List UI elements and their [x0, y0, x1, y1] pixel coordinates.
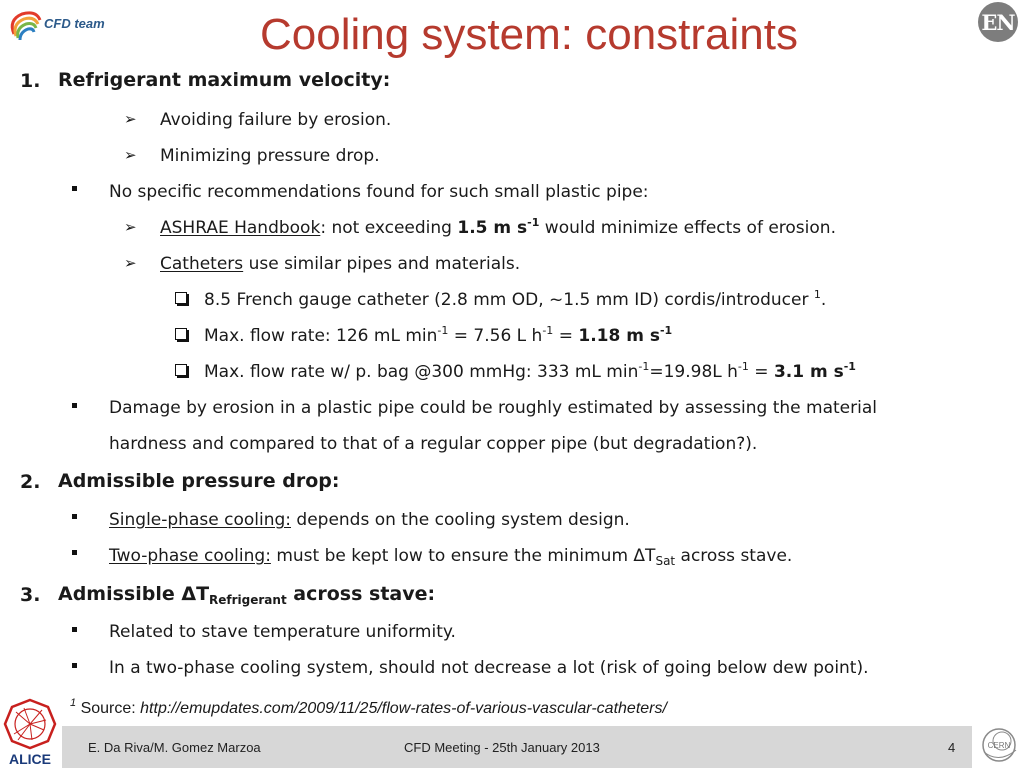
section-heading: Admissible $\Delta T_{Refrigerant}$ across stave:: [58, 583, 436, 607]
section-heading: Admissible pressure drop:: [58, 470, 340, 492]
page-number: 4: [948, 740, 956, 755]
en-logo: EN: [978, 2, 1018, 42]
footnote: $^1$ Source: http://emupdates.com/2009/11/25/flow-rates-of-various-vascular-catheters/: [70, 697, 667, 717]
checkbox-bullet-icon: [175, 364, 187, 376]
list-item: Max. flow rate: 126 mL $\min^{-1} = 7.56$ L $h^{-1} = 1.18$ m $s^{-1}$: [204, 324, 673, 346]
section-heading: Refrigerant maximum velocity:: [58, 69, 391, 91]
list-item: ASHRAE Handbook: not exceeding 1.5 m $s^{-1}$ would minimize effects of erosion.: [160, 216, 836, 238]
cern-logo-text: CERN: [987, 741, 1011, 750]
list-item: Two-phase cooling: must be kept low to ensure the minimum $\Delta T_{Sat}$ across stave.: [109, 546, 793, 568]
slide-title: Cooling system: constraints: [260, 10, 798, 59]
list-item: In a two-phase cooling system, should not decrease a lot (risk of going below dew point).: [109, 658, 869, 678]
cern-rings-icon: [978, 724, 1020, 766]
square-bullet-icon: [72, 186, 77, 191]
list-item: Related to stave temperature uniformity.: [109, 622, 456, 642]
list-item: Catheters use similar pipes and materials.: [160, 254, 521, 274]
square-bullet-icon: [72, 514, 77, 519]
two-phase-link[interactable]: Two-phase cooling:: [109, 546, 271, 566]
single-phase-link[interactable]: Single-phase cooling:: [109, 510, 291, 530]
section-number: 2.: [20, 471, 41, 493]
alice-logo: [2, 696, 58, 768]
footer-authors: E. Da Riva/M. Gomez Marzoa: [88, 740, 261, 755]
list-item: Damage by erosion in a plastic pipe could be roughly estimated by assessing the material: [109, 398, 877, 418]
cfd-logo-text: CFD team: [44, 16, 105, 31]
square-bullet-icon: [72, 403, 77, 408]
section-number: 3.: [20, 584, 41, 606]
source-url[interactable]: http://emupdates.com/2009/11/25/flow-rates-of-various-vascular-catheters/: [140, 700, 667, 717]
alice-detector-icon: [2, 696, 58, 768]
list-item-continuation: hardness and compared to that of a regular copper pipe (but degradation?).: [109, 434, 758, 454]
arrow-bullet-icon: ➢: [124, 146, 137, 164]
list-item: Avoiding failure by erosion.: [160, 110, 392, 130]
list-item: Single-phase cooling: depends on the cooling system design.: [109, 510, 630, 530]
list-item: No specific recommendations found for such small plastic pipe:: [109, 182, 649, 202]
checkbox-bullet-icon: [175, 328, 187, 340]
checkbox-bullet-icon: [175, 292, 187, 304]
footer-meeting: CFD Meeting - 25th January 2013: [404, 740, 600, 755]
alice-logo-text: ALICE: [9, 751, 51, 767]
arrow-bullet-icon: ➢: [124, 218, 137, 236]
square-bullet-icon: [72, 663, 77, 668]
catheters-link[interactable]: Catheters: [160, 254, 244, 274]
cern-logo: [978, 724, 1020, 766]
square-bullet-icon: [72, 550, 77, 555]
ashrae-handbook-link[interactable]: ASHRAE Handbook: [160, 218, 321, 238]
square-bullet-icon: [72, 627, 77, 632]
arrow-bullet-icon: ➢: [124, 254, 137, 272]
arrow-bullet-icon: ➢: [124, 110, 137, 128]
list-item: Max. flow rate w/ p. bag @300 mmHg: 333 mL $\min^{-1}=19.98L$ $h^{-1} = 3.1$ m $s^{-1}$: [204, 360, 856, 382]
list-item: 8.5 French gauge catheter (2.8 mm OD, ~1.5 mm ID) cordis/introducer $^1$.: [204, 288, 827, 310]
section-number: 1.: [20, 70, 41, 92]
list-item: Minimizing pressure drop.: [160, 146, 380, 166]
